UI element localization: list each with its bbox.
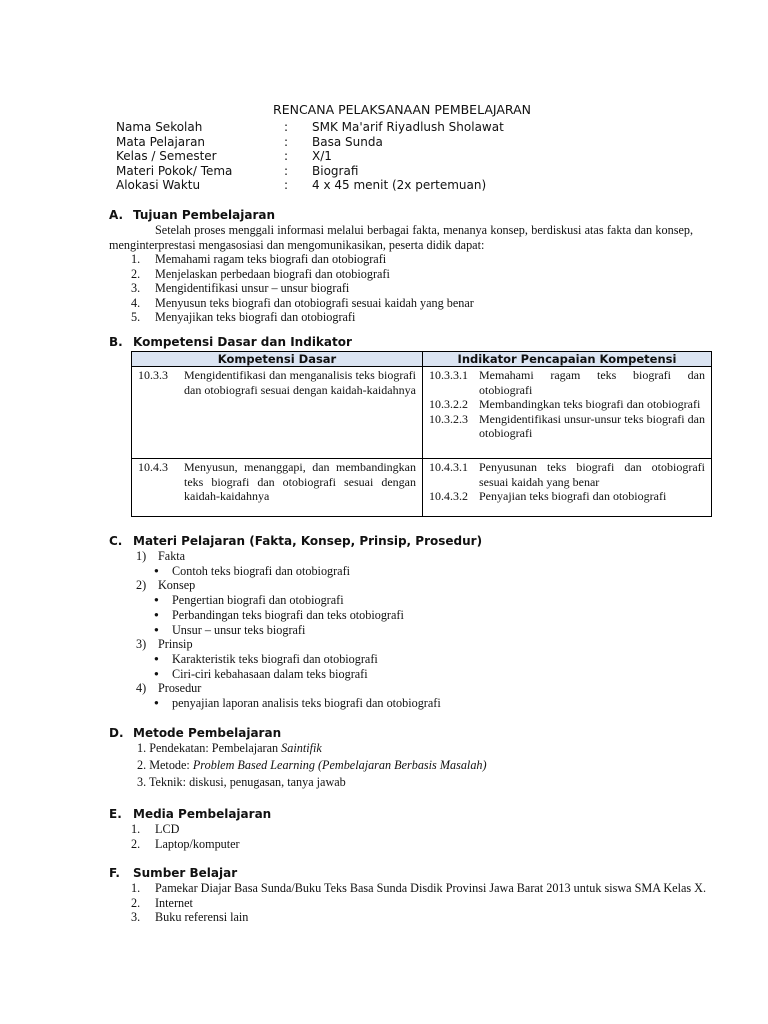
list-item — [137, 774, 487, 791]
section-f-heading — [109, 866, 237, 880]
category-label: Prinsip — [158, 637, 193, 652]
category-label: Fakta — [158, 549, 186, 563]
list-item — [131, 296, 474, 311]
indicator-text: Penyusunan teks biografi dan otobiografi sesuai kaidah yang benar — [479, 460, 705, 489]
section-title: Media Pembelajaran — [133, 807, 272, 821]
bullet-icon: ● — [154, 698, 159, 708]
item-number: 3. — [131, 910, 141, 925]
indicator-item — [429, 460, 705, 489]
indicator-cell — [423, 459, 712, 517]
item-number: 5. — [131, 310, 141, 325]
section-title: Tujuan Pembelajaran — [133, 208, 276, 222]
item-text: LCD — [155, 822, 180, 836]
kd-text: Mengidentifikasi dan menganalisis teks biografi dan otobiografi sesuai dengan kaidah-kaidahnya — [184, 368, 416, 397]
identity-key: Alokasi Waktu — [116, 178, 201, 193]
list-item — [131, 252, 474, 267]
kd-text: Menyusun, menanggapi, dan membandingkan teks biografi dan otobiografi sesuai dengan kaidah-kaidahnya — [184, 460, 416, 504]
list-item — [131, 822, 240, 837]
identity-value: 4 x 45 menit (2x pertemuan) — [312, 178, 487, 193]
list-item — [131, 896, 711, 911]
section-a-heading — [109, 208, 275, 222]
indicator-code: 10.3.2.3 — [429, 411, 468, 426]
column-header: Indikator Pencapaian Kompetensi — [423, 352, 712, 367]
section-title: Materi Pelajaran (Fakta, Konsep, Prinsip, Prosedur) — [133, 534, 483, 548]
item-text: Memahami ragam teks biografi dan otobiografi — [155, 252, 387, 266]
kd-code: 10.3.3 — [138, 368, 168, 382]
identity-value: Basa Sunda — [312, 134, 383, 149]
identity-colon: : — [284, 163, 289, 178]
list-item — [137, 740, 487, 757]
indicator-code: 10.4.3.2 — [429, 489, 468, 504]
section-title: Metode Pembelajaran — [133, 726, 282, 740]
bullet-text: Perbandingan teks biografi dan teks otobiografi — [172, 607, 404, 622]
bullet-icon: ● — [154, 653, 159, 663]
item-text: 2. Metode: — [137, 758, 193, 772]
identity-block — [116, 120, 504, 193]
item-number: 1. — [131, 252, 141, 266]
bullet-item — [136, 623, 441, 638]
identity-row — [116, 164, 504, 179]
identity-key: Materi Pokok/ Tema — [116, 163, 233, 178]
bullet-text: penyajian laporan analisis teks biografi dan otobiografi — [172, 696, 441, 711]
identity-row — [116, 120, 504, 135]
bullet-icon: ● — [154, 595, 159, 605]
section-letter: F. — [109, 866, 120, 880]
indicator-text: Membandingkan teks biografi dan otobiografi — [479, 397, 701, 412]
category-item — [136, 578, 441, 593]
kd-cell — [132, 367, 423, 459]
methods-list — [137, 740, 487, 791]
section-c-heading — [109, 534, 482, 548]
list-item — [131, 881, 711, 896]
item-number: 4) — [136, 681, 147, 696]
bullet-item — [136, 667, 441, 682]
bullet-text: Karakteristik teks biografi dan otobiografi — [172, 651, 378, 666]
identity-value: Biografi — [312, 163, 359, 178]
section-letter: E. — [109, 807, 122, 821]
section-title: Kompetensi Dasar dan Indikator — [133, 335, 352, 349]
media-list — [131, 822, 240, 851]
bullet-icon: ● — [154, 668, 159, 678]
table-row — [132, 459, 712, 517]
category-item — [136, 681, 441, 696]
category-label: Prosedur — [158, 681, 202, 696]
bullet-item — [136, 564, 441, 579]
item-text: Pamekar Diajar Basa Sunda/Buku Teks Basa Sunda Disdik Provinsi Jawa Barat 2013 untuk siswa SMA Kelas X. — [155, 881, 707, 895]
identity-colon: : — [284, 178, 289, 193]
bullet-icon: ● — [154, 609, 159, 619]
kd-cell — [132, 459, 423, 517]
section-letter: B. — [109, 335, 123, 349]
section-letter: A. — [109, 208, 124, 222]
category-item — [136, 637, 441, 652]
section-a-intro — [109, 223, 693, 252]
list-item — [131, 837, 240, 852]
list-item — [131, 267, 474, 282]
item-text: 3. Teknik: diskusi, penugasan, tanya jawab — [137, 775, 346, 789]
indicator-code: 10.3.2.2 — [429, 397, 468, 412]
item-number: 4. — [131, 295, 141, 310]
item-text: Menyajikan teks biografi dan otobiografi — [155, 310, 356, 325]
item-number: 2. — [131, 836, 141, 851]
identity-colon: : — [284, 134, 289, 149]
identity-value: X/1 — [312, 149, 332, 164]
category-label: Konsep — [158, 578, 196, 593]
item-text: Internet — [155, 895, 193, 910]
identity-key: Mata Pelajaran — [116, 134, 206, 149]
section-d-heading — [109, 726, 281, 740]
indicator-cell — [423, 367, 712, 459]
indicator-item — [429, 397, 705, 412]
bullet-item — [136, 652, 441, 667]
bullet-icon: ● — [154, 565, 159, 575]
intro-text: Setelah proses menggali informasi melalui berbagai fakta, menanya konsep, berdiskusi atas fakta dan konsep, menginterprestasi mengasosiasi dan mengomunikasikan, peserta didik dapat: — [109, 223, 693, 252]
item-number: 3. — [131, 281, 141, 296]
section-title: Sumber Belajar — [133, 866, 238, 880]
sources-list — [131, 881, 711, 925]
section-letter: C. — [109, 534, 123, 548]
list-item — [131, 910, 711, 925]
item-number: 1) — [136, 549, 147, 563]
item-number: 2. — [131, 895, 141, 910]
bullet-text: Pengertian biografi dan otobiografi — [172, 593, 344, 608]
item-text: Laptop/komputer — [155, 836, 240, 851]
bullet-item — [136, 593, 441, 608]
indicator-item — [429, 368, 705, 397]
competency-table — [131, 351, 712, 517]
identity-row — [116, 178, 504, 193]
section-b-heading — [109, 335, 352, 349]
identity-key: Nama Sekolah — [116, 120, 203, 134]
item-italic-text: Problem Based Learning (Pembelajaran Berbasis Masalah) — [192, 758, 487, 772]
identity-key: Kelas / Semester — [116, 149, 217, 164]
section-e-heading — [109, 807, 271, 821]
list-item — [131, 281, 474, 296]
indicator-code: 10.4.3.1 — [429, 460, 468, 474]
objectives-list — [131, 252, 474, 325]
list-item — [137, 757, 487, 774]
bullet-text: Contoh teks biografi dan otobiografi — [172, 563, 351, 578]
item-text: Mengidentifikasi unsur – unsur biografi — [155, 281, 350, 296]
item-number: 3) — [136, 637, 147, 652]
bullet-text: Ciri-ciri kebahasaan dalam teks biografi — [172, 666, 368, 681]
item-text: Menyusun teks biografi dan otobiografi sesuai kaidah yang benar — [155, 295, 474, 310]
identity-row — [116, 149, 504, 164]
item-text: Buku referensi lain — [155, 910, 249, 925]
kd-code: 10.4.3 — [138, 460, 168, 474]
table-row — [132, 367, 712, 459]
item-italic-text: Saintifik — [281, 741, 322, 755]
identity-colon: : — [284, 149, 289, 164]
item-text: 1. Pendekatan: Pembelajaran — [137, 741, 282, 755]
category-item — [136, 549, 441, 564]
indicator-code: 10.3.3.1 — [429, 368, 468, 382]
item-number: 1. — [131, 822, 141, 836]
table-header-row — [132, 352, 712, 367]
indicator-text: Mengidentifikasi unsur-unsur teks biografi dan otobiografi — [479, 411, 705, 441]
indicator-text: Memahami ragam teks biografi dan otobiografi — [479, 368, 705, 397]
bullet-item — [136, 608, 441, 623]
identity-colon: : — [284, 120, 289, 134]
list-item — [131, 310, 474, 325]
materials-list — [136, 549, 441, 711]
item-number: 1. — [131, 881, 141, 895]
column-header: Kompetensi Dasar — [132, 352, 423, 367]
bullet-item — [136, 696, 441, 711]
bullet-text: Unsur – unsur teks biografi — [172, 622, 306, 637]
identity-value: SMK Ma'arif Riyadlush Sholawat — [312, 120, 504, 134]
document-title: RENCANA PELAKSANAAN PEMBELAJARAN — [273, 102, 531, 117]
item-number: 2. — [131, 266, 141, 281]
indicator-item — [429, 489, 705, 504]
item-text: Menjelaskan perbedaan biografi dan otobiografi — [155, 266, 390, 281]
indicator-text: Penyajian teks biografi dan otobiografi — [479, 489, 667, 504]
item-number: 2) — [136, 578, 147, 593]
identity-row — [116, 135, 504, 150]
bullet-icon: ● — [154, 624, 159, 634]
indicator-item — [429, 412, 705, 441]
section-letter: D. — [109, 726, 124, 740]
